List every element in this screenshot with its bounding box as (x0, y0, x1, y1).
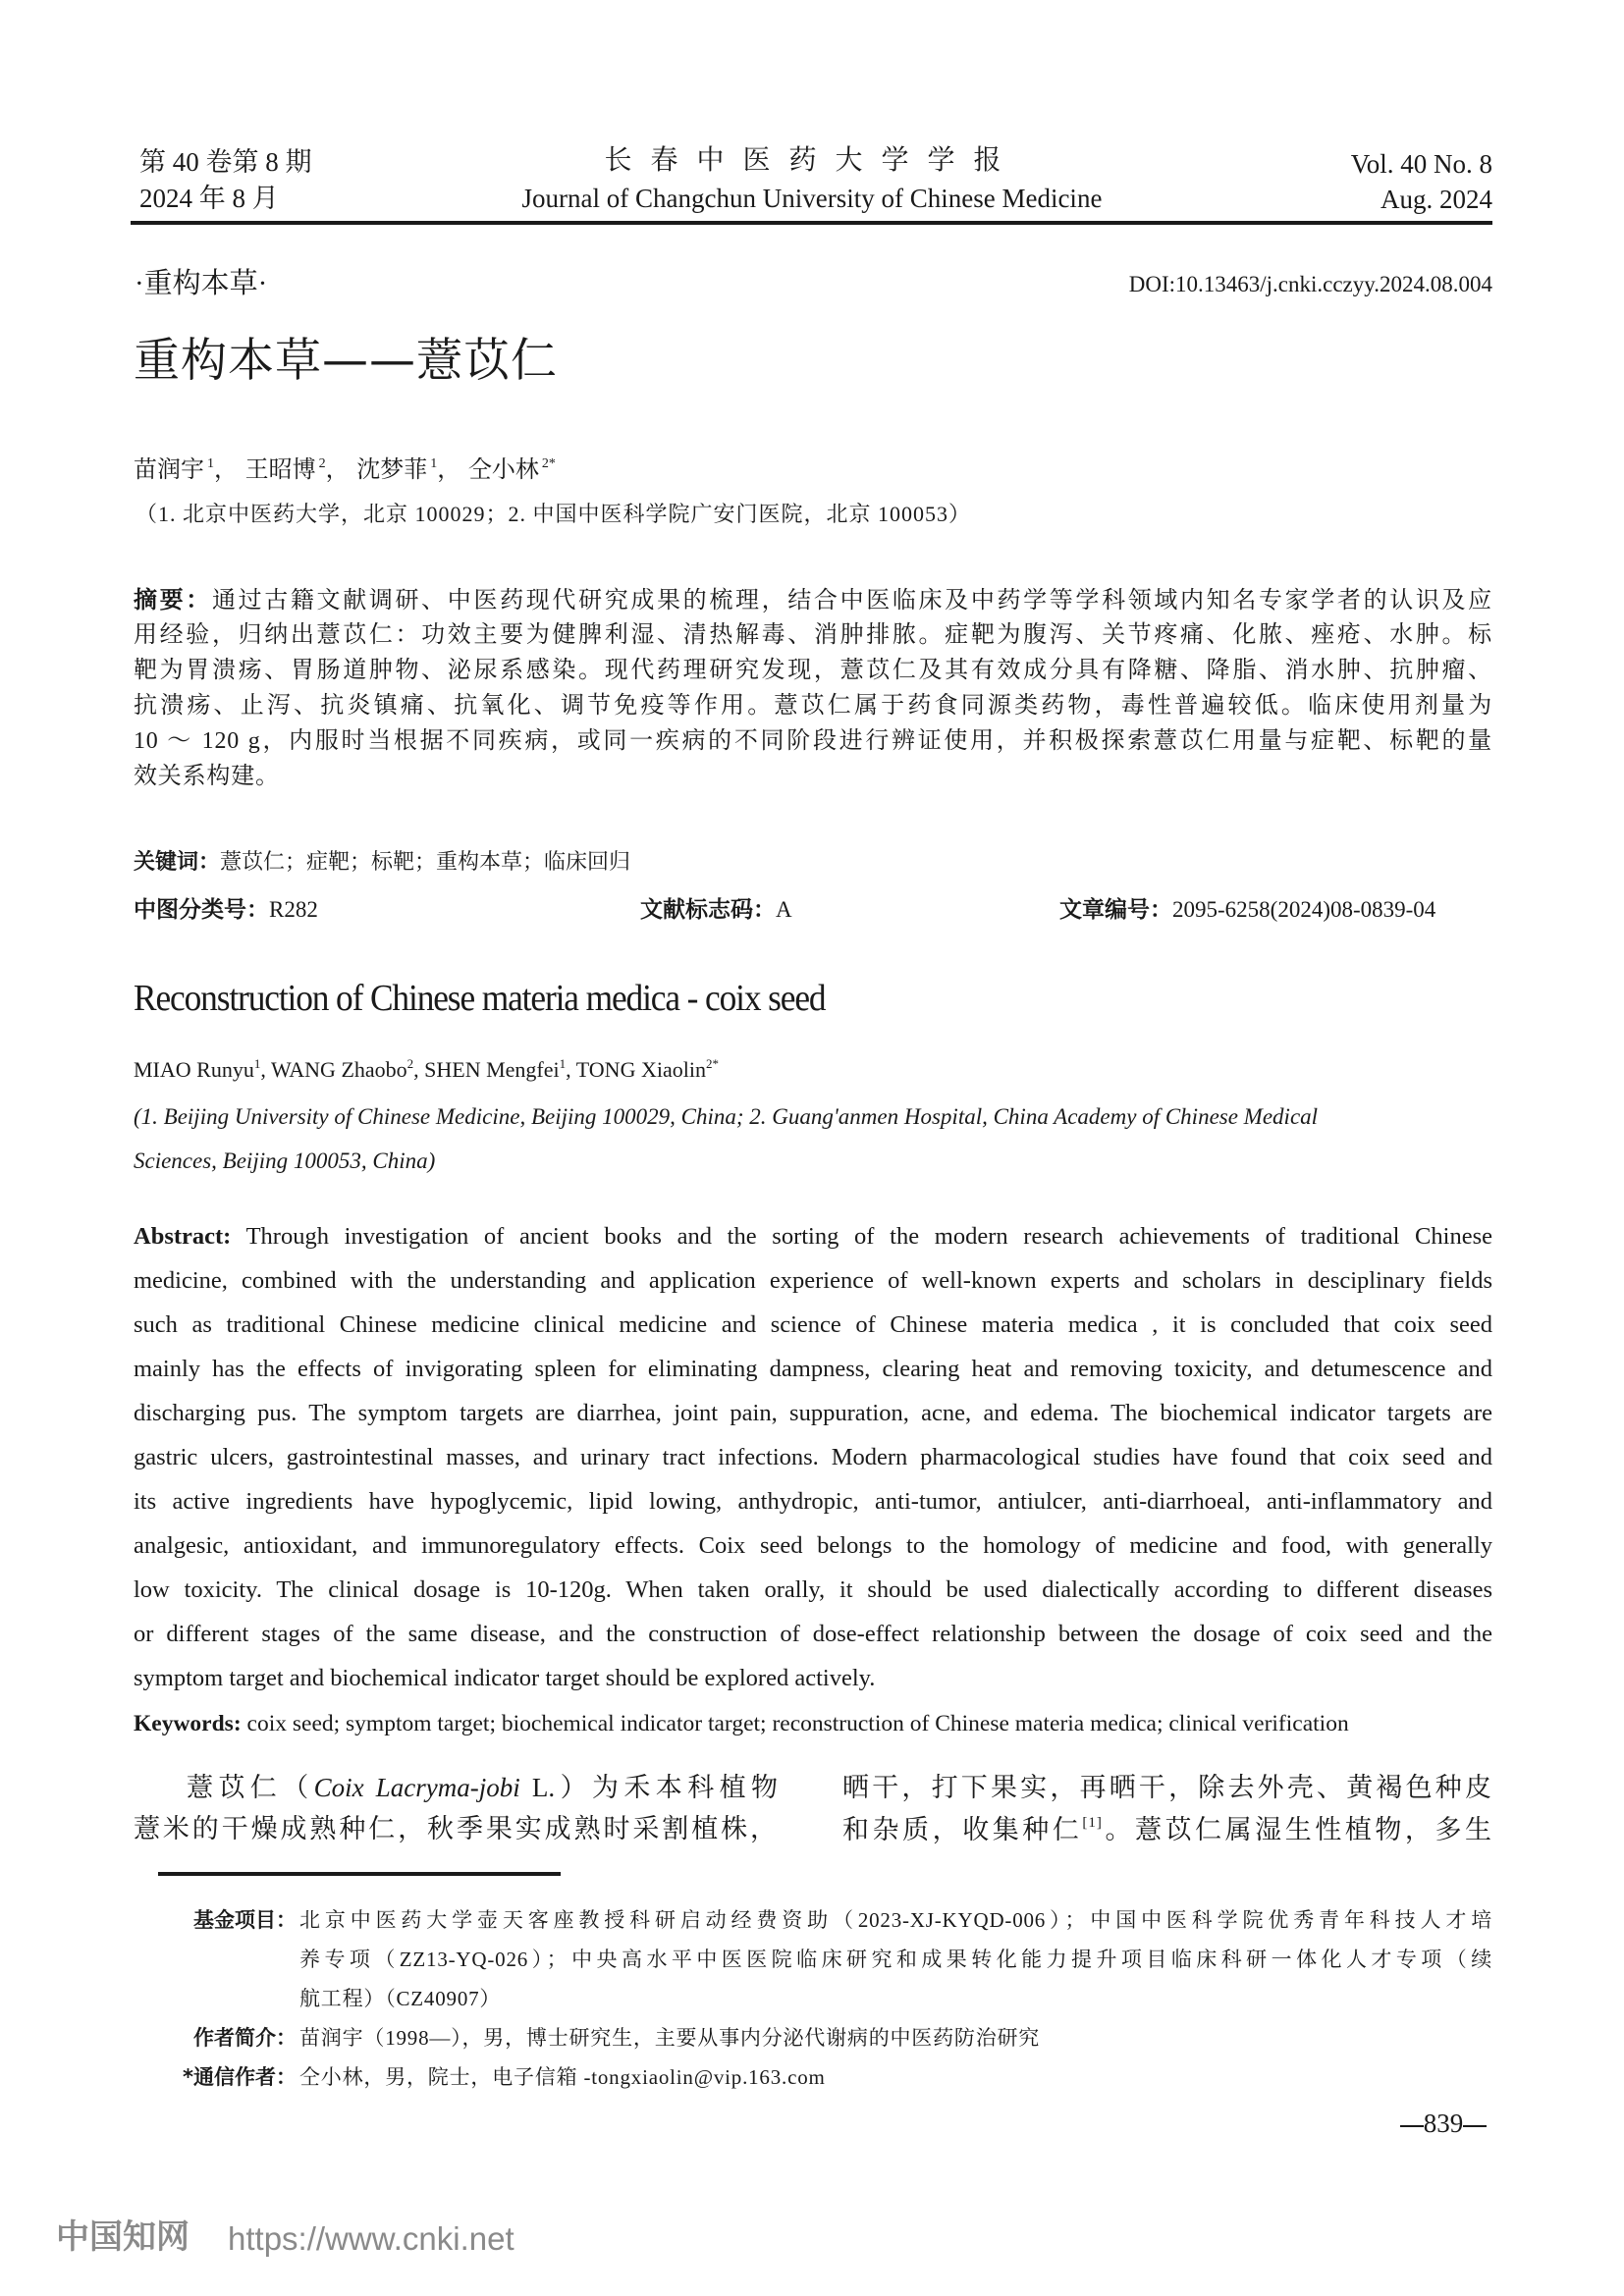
document-code (640, 898, 792, 922)
author-separator: ， (325, 455, 350, 483)
author-affiliation-mark: 2* (541, 456, 556, 471)
document-code-label: 文献标志码： (640, 897, 776, 923)
author-separator: ， (437, 455, 461, 483)
keywords-en-text: coix seed; symptom target; biochemical indicator target; reconstruction of Chinese materia medica; clinical verification (241, 1711, 1349, 1736)
body-text: L.）为禾本科植物 (519, 1773, 778, 1802)
abstract-cn-line: 靶为胃溃疡、胃肠道肿物、泌尿系感染。现代药理研究发现，薏苡仁及其有效成分具有降糖、降脂、消水肿、抗肿瘤、 (134, 658, 1492, 683)
journal-name-en: Journal of Changchun University of Chinese Medicine (521, 184, 1103, 213)
abstract-en-line (134, 1225, 1492, 1250)
funding-line: 航工程）（CZ40907） (299, 1987, 502, 2010)
author-name: SHEN Mengfei (424, 1057, 560, 1082)
section-label: ·重构本草· (135, 268, 268, 299)
abstract-en-line: medicine, combined with the understanding and application experience of well-known experts and scholars in desciplinary fields (134, 1267, 1492, 1294)
abstract-en-line: mainly has the effects of invigorating spleen for eliminating dampness, clearing heat and removing toxicity, and detumescence and (134, 1356, 1492, 1382)
author-affiliation-mark: 1 (207, 456, 214, 471)
body-left-line (187, 1775, 778, 1801)
affiliations-en-line: (1. Beijing University of Chinese Medicine, Beijing 100029, China; 2. Guang'anmen Hospital, China Academy of Chinese Medical (134, 1104, 1319, 1129)
funding-line: 北京中医药大学壶天客座教授科研启动经费资助（2023-XJ-KYQD-006）；中国中医科学院优秀青年科技人才培 (299, 1908, 1492, 1932)
journal-name-cn: 长春中医药大学学报 (604, 145, 1020, 176)
body-left-line: 薏米的干燥成熟种仁，秋季果实成熟时采割植株， (134, 1814, 778, 1843)
keywords-en-label: Keywords: (134, 1711, 242, 1736)
body-text: 和杂质，收集种仁 (842, 1815, 1083, 1844)
author-bio: 苗润宇（1998—），男，博士研究生，主要从事内分泌代谢病的中医药防治研究 (299, 2026, 1041, 2050)
cnki-watermark-url[interactable]: https://www.cnki.net (228, 2220, 514, 2257)
abstract-cn-line: 10 ～ 120 g，内服时当根据不同疾病，或同一疾病的不同阶段进行辨证使用，并积极探索薏苡仁用量与症靶、标靶的量 (134, 728, 1492, 754)
clc-value: R282 (269, 897, 318, 922)
abstract-en-line: discharging pus. The symptom targets are diarrhea, joint pain, suppuration, acne, and edema. The biochemical indicator targets are (134, 1400, 1492, 1426)
abstract-en-line: its active ingredients have hypoglycemic, lipid lowing, anthydropic, anti-tumor, antiulcer, anti-diarrhoeal, anti-inflammatory and (134, 1488, 1492, 1515)
author-name: MIAO Runyu (134, 1057, 254, 1082)
page-number-value: 839 (1423, 2109, 1464, 2138)
keywords-cn-text: 薏苡仁；症靶；标靶；重构本草；临床回归 (220, 849, 631, 874)
abstract-en-line: low toxicity. The clinical dosage is 10-120g. When taken orally, it should be used dialectically according to different diseases (134, 1576, 1492, 1603)
dash-decoration (1400, 2125, 1424, 2127)
header-rule (131, 221, 1492, 225)
abstract-cn-line: 效关系构建。 (134, 764, 280, 789)
latin-name: Coix Lacryma-jobi (313, 1773, 520, 1802)
author-separator: , (566, 1057, 576, 1082)
body-text: 薏苡仁（ (187, 1773, 314, 1802)
authors-en (134, 1057, 719, 1081)
cnki-watermark-brand: 中国知网 (56, 2217, 189, 2257)
page-number (1394, 2110, 1492, 2137)
author-name: 沈梦菲 (356, 455, 428, 483)
abstract-cn-text: 通过古籍文献调研、中医药现代研究成果的梳理，结合中医临床及中药学等学科领域内知名专家学者的认识及应 (211, 588, 1492, 614)
author-name: 王昭博 (244, 455, 316, 483)
article-number-label: 文章编号： (1059, 897, 1172, 923)
author-bio-label: 作者简介： (193, 2026, 297, 2050)
document-code-value: A (776, 897, 792, 922)
body-right-line (842, 1816, 1492, 1843)
corresponding-author-label: *通信作者： (183, 2065, 297, 2089)
funding-line: 养专项（ZZ13-YQ-026）；中央高水平中医医院临床研究和成果转化能力提升项目临床科研一体化人才专项（续 (299, 1948, 1492, 1971)
clc-label: 中图分类号： (134, 897, 269, 923)
abstract-en-text: Through investigation of ancient books and the sorting of the modern research achievements of traditional Chinese (231, 1223, 1492, 1250)
article-number (1059, 898, 1435, 922)
author-affiliation-mark: 2* (705, 1056, 719, 1071)
article-title-cn: 重构本草——薏苡仁 (134, 334, 558, 388)
keywords-cn-label: 关键词： (134, 850, 221, 875)
author-affiliation-mark: 2 (318, 456, 326, 471)
abstract-en-line: such as traditional Chinese medicine clinical medicine and science of Chinese materia medica , it is concluded that coix seed (134, 1311, 1492, 1338)
author-affiliation-mark: 1 (559, 1056, 567, 1071)
affiliations-en-line: Sciences, Beijing 100053, China) (134, 1148, 436, 1173)
abstract-cn-line: 用经验，归纳出薏苡仁：功效主要为健脾利湿、清热解毒、消肿排脓。症靶为腹泻、关节疼痛、化脓、痤疮、水肿。标 (134, 622, 1492, 648)
abstract-cn-line (134, 588, 1492, 613)
footnote-rule (158, 1872, 561, 1876)
volume-issue-en: Vol. 40 No. 8 (1350, 149, 1492, 179)
author-separator: ， (214, 455, 238, 483)
body-right-line: 晒干，打下果实，再晒干，除去外壳、黄褐色种皮 (842, 1773, 1492, 1802)
clc-number (134, 898, 318, 922)
article-title-en: Reconstruction of Chinese materia medica - coix seed (134, 978, 826, 1019)
corresponding-author: 仝小林，男，院士，电子信箱 -tongxiaolin@vip.163.com (299, 2065, 826, 2089)
abstract-cn-line: 抗溃疡、止泻、抗炎镇痛、抗氧化、调节免疫等作用。薏苡仁属于药食同源类药物，毒性普遍较低。临床使用剂量为 (134, 693, 1492, 719)
author-name: 苗润宇 (134, 455, 204, 483)
date-cn: 2024 年 8 月 (139, 184, 279, 213)
author-name: WANG Zhaobo (270, 1057, 407, 1082)
author-separator: , (260, 1057, 271, 1082)
abstract-en-line: symptom target and biochemical indicator target should be explored actively. (134, 1665, 876, 1691)
abstract-en-label: Abstract: (134, 1223, 232, 1250)
abstract-cn-label: 摘要： (134, 586, 212, 614)
author-affiliation-mark: 2 (406, 1056, 414, 1071)
keywords-en (134, 1713, 1492, 1736)
keywords-cn (134, 851, 630, 874)
date-en: Aug. 2024 (1380, 185, 1492, 214)
volume-issue-cn: 第 40 卷第 8 期 (139, 147, 312, 177)
doi[interactable]: DOI:10.13463/j.cnki.cczyy.2024.08.004 (1128, 272, 1492, 296)
author-name: TONG Xiaolin (575, 1057, 706, 1082)
author-separator: , (413, 1057, 425, 1082)
author-affiliation-mark: 1 (253, 1056, 261, 1071)
author-name: 仝小林 (467, 455, 539, 483)
dash-decoration (1463, 2125, 1487, 2127)
abstract-en-line: or different stages of the same disease, and the construction of dose-effect relationship between the dosage of coix seed and the (134, 1621, 1492, 1647)
body-text: 。薏苡仁属湿生性植物，多生 (1102, 1815, 1493, 1844)
affiliations-cn: （1. 北京中医药大学，北京 100029；2. 中国中医科学院广安门医院，北京 100053） (135, 502, 972, 526)
article-number-value: 2095-6258(2024)08-0839-04 (1172, 897, 1436, 922)
authors-cn (134, 457, 556, 481)
abstract-en-line: gastric ulcers, gastrointestinal masses, and urinary tract infections. Modern pharmacological studies have found that coix seed and (134, 1444, 1492, 1470)
abstract-en-line: analgesic, antioxidant, and immunoregulatory effects. Coix seed belongs to the homology of medicine and food, with generally (134, 1532, 1492, 1559)
author-affiliation-mark: 1 (430, 456, 438, 471)
funding-label: 基金项目： (193, 1908, 297, 1932)
citation-ref[interactable]: [1] (1082, 1815, 1103, 1831)
